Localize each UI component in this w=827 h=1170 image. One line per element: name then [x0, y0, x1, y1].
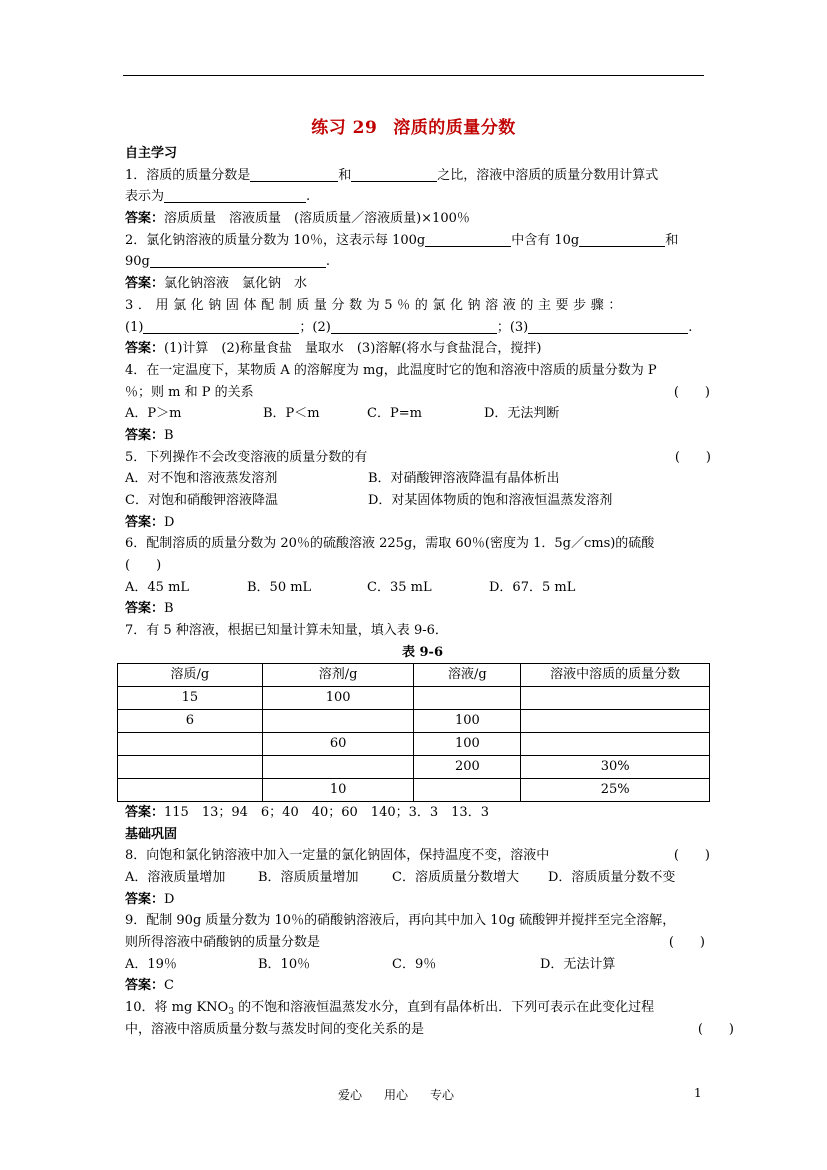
answer-7: 答案：115 13；94 6；40 40；60 140；3．3 13．3: [125, 804, 489, 820]
answer-blank[interactable]: [331, 319, 497, 334]
question-9-line-2: 则所得溶液中硝酸钠的质量分数是 ( ): [125, 932, 710, 954]
question-6-line-2: [125, 555, 710, 577]
table-cell[interactable]: [521, 709, 710, 732]
question-2-line-1: 2．氯化钠溶液的质量分数为 10％，这表示每 100g 中含有 10g 和: [125, 232, 679, 248]
option-a[interactable]: A．溶液质量增加: [125, 869, 226, 885]
answer-blank[interactable]: [150, 253, 326, 268]
answer-paren[interactable]: ( ): [673, 384, 710, 400]
question-9-line-1: 9．配制 90g 质量分数为 10％的硝酸钠溶液后，再向其中加入 10g 硫酸钾并搅拌至完全溶解，: [125, 913, 676, 929]
title-main: 溶质的质量分数: [393, 118, 516, 138]
table-cell[interactable]: 100: [414, 709, 521, 732]
option-b[interactable]: B．50 mL: [247, 579, 312, 595]
table-cell[interactable]: [118, 732, 263, 755]
question-3-line-2: (1) ；(2) ；(3) .: [125, 319, 693, 335]
table-row: [118, 778, 710, 801]
option-a[interactable]: A．19％: [125, 956, 177, 972]
table-cell[interactable]: 30%: [521, 755, 710, 778]
option-b[interactable]: B．10％: [258, 956, 311, 972]
column-header: 溶质/g: [118, 663, 263, 686]
table-cell[interactable]: [521, 686, 710, 709]
option-a[interactable]: A．P＞m: [125, 406, 182, 422]
answer-2: 答案：氯化钠溶液 氯化钠 水: [125, 276, 308, 292]
option-d[interactable]: D．溶质质量分数不变: [548, 869, 676, 885]
option-d[interactable]: D．无法计算: [540, 956, 616, 972]
answer-6: 答案：B: [125, 601, 174, 617]
answer-blank[interactable]: [579, 232, 665, 247]
question-8-line-1: 8．向饱和氯化钠溶液中加入一定量的氯化钠固体，保持温度不变，溶液中 ( ): [125, 845, 710, 867]
question-4-line-1: 4．在一定温度下，某物质 A 的溶解度为 mg，此温度时它的饱和溶液中溶质的质量分数为 P: [125, 362, 657, 378]
option-d[interactable]: D．无法判断: [484, 406, 560, 422]
option-d[interactable]: D．对某固体物质的饱和溶液恒温蒸发溶剂: [368, 493, 613, 508]
option-c[interactable]: C．对饱和硝酸钾溶液降温: [125, 493, 278, 508]
section-self-study: 自主学习: [125, 146, 178, 161]
question-5-options-2: [125, 490, 710, 512]
option-a[interactable]: A．45 mL: [125, 579, 190, 595]
table-cell[interactable]: 6: [118, 709, 263, 732]
content: [125, 143, 734, 1040]
table-cell[interactable]: 100: [262, 686, 414, 709]
answer-4: 答案：B: [125, 427, 174, 443]
answer-1: 答案：溶质质量 溶液质量 (溶质质量／溶液质量)×100％: [125, 211, 470, 227]
page-title: [0, 113, 827, 138]
question-1-line-1: 1．溶质的质量分数是 和 之比，溶液中溶质的质量分数用计算式: [125, 167, 659, 183]
question-8-options: [125, 867, 710, 889]
option-b[interactable]: B．溶质质量增加: [258, 869, 359, 885]
table-cell[interactable]: 100: [414, 732, 521, 755]
option-b[interactable]: B．P＜m: [263, 406, 320, 422]
answer-paren[interactable]: ( ): [673, 848, 710, 864]
table-row: [118, 732, 710, 755]
answer-blank[interactable]: [164, 188, 306, 203]
option-a[interactable]: A．对不饱和溶液蒸发溶剂: [125, 471, 278, 487]
answer-blank[interactable]: [351, 167, 437, 182]
question-2-line-2: 90g .: [125, 254, 331, 270]
table-row: [118, 755, 710, 778]
section-basic: 基础巩固: [125, 826, 178, 842]
table-caption: 表 9-6: [401, 644, 443, 660]
table-cell[interactable]: [414, 778, 521, 801]
answer-3: 答案：(1)计算 (2)称量食盐 量取水 (3)溶解(将水与食盐混合，搅拌): [125, 341, 542, 357]
question-6-line-1: 6．配制溶质的质量分数为 20％的硫酸溶液 225g，需取 60％(密度为 1．5g／cms)的硫酸: [125, 536, 655, 552]
table-cell[interactable]: 200: [414, 755, 521, 778]
column-header: 溶液中溶质的质量分数: [521, 663, 710, 686]
question-9-options: [125, 954, 710, 976]
table-cell[interactable]: 60: [262, 732, 414, 755]
option-b[interactable]: B．对硝酸钾溶液降温有晶体析出: [368, 471, 560, 487]
option-c[interactable]: C．溶质质量分数增大: [392, 869, 519, 885]
table-cell[interactable]: 10: [262, 778, 414, 801]
question-4-options: [125, 403, 710, 425]
answer-paren[interactable]: ( ): [668, 934, 705, 950]
option-c[interactable]: C．P=m: [367, 406, 422, 422]
answer-8: 答案：D: [125, 891, 175, 907]
table-cell[interactable]: [118, 755, 263, 778]
table-cell[interactable]: [262, 709, 414, 732]
answer-blank[interactable]: [528, 319, 688, 334]
table-cell[interactable]: [118, 778, 263, 801]
answer-blank[interactable]: [425, 232, 511, 247]
option-d[interactable]: D．67．5 mL: [489, 579, 576, 595]
option-c[interactable]: C．9％: [392, 956, 437, 972]
header-rule: [123, 75, 704, 76]
column-header: 溶液/g: [414, 663, 521, 686]
table-cell[interactable]: [262, 755, 414, 778]
table-row: [118, 709, 710, 732]
question-7-line-1: 7．有 5 种溶液，根据已知量计算未知量，填入表 9-6．: [125, 623, 448, 639]
question-10-line-2: 中，溶液中溶质质量分数与蒸发时间的变化关系的是 ( ): [125, 1019, 710, 1041]
table-row: [118, 686, 710, 709]
answer-blank[interactable]: [250, 167, 338, 182]
answer-paren[interactable]: ( ): [125, 558, 162, 574]
question-5-line-1: 5．下列操作不会改变溶液的质量分数的有 ( ): [125, 447, 710, 469]
column-header: 溶剂/g: [262, 663, 414, 686]
table-cell[interactable]: [414, 686, 521, 709]
question-10-line-1: 10．将 mg $KNO_3$ 的不饱和溶液恒温蒸发水分，直到有晶体析出．下列可表示在此变化过程: [125, 1000, 655, 1017]
answer-paren[interactable]: ( ): [697, 1021, 734, 1037]
answer-5: 答案：D: [125, 514, 175, 530]
question-1-line-2: 表示为 .: [125, 189, 311, 205]
answer-blank[interactable]: [143, 319, 299, 334]
title-prefix: 练习 29: [311, 118, 378, 138]
answer-paren[interactable]: ( ): [674, 449, 711, 465]
table-cell[interactable]: 25%: [521, 778, 710, 801]
answer-9: 答案：C: [125, 978, 174, 994]
question-3-line-1: 3．用氯化钠固体配制质量分数为5％的氯化钠溶液的主要步骤：: [125, 297, 626, 313]
page-number: 1: [694, 1086, 702, 1100]
option-c[interactable]: C．35 mL: [367, 579, 432, 595]
question-6-options: [125, 577, 710, 599]
data-table: [117, 663, 710, 802]
table-cell[interactable]: [521, 732, 710, 755]
question-5-options-1: [125, 468, 710, 490]
footer-motto: 爱心 用心 专心: [338, 1088, 455, 1102]
table-cell[interactable]: 15: [118, 686, 263, 709]
question-4-line-2: ％；则 m 和 P 的关系 ( ): [125, 382, 710, 404]
table-header-row: [118, 663, 710, 686]
